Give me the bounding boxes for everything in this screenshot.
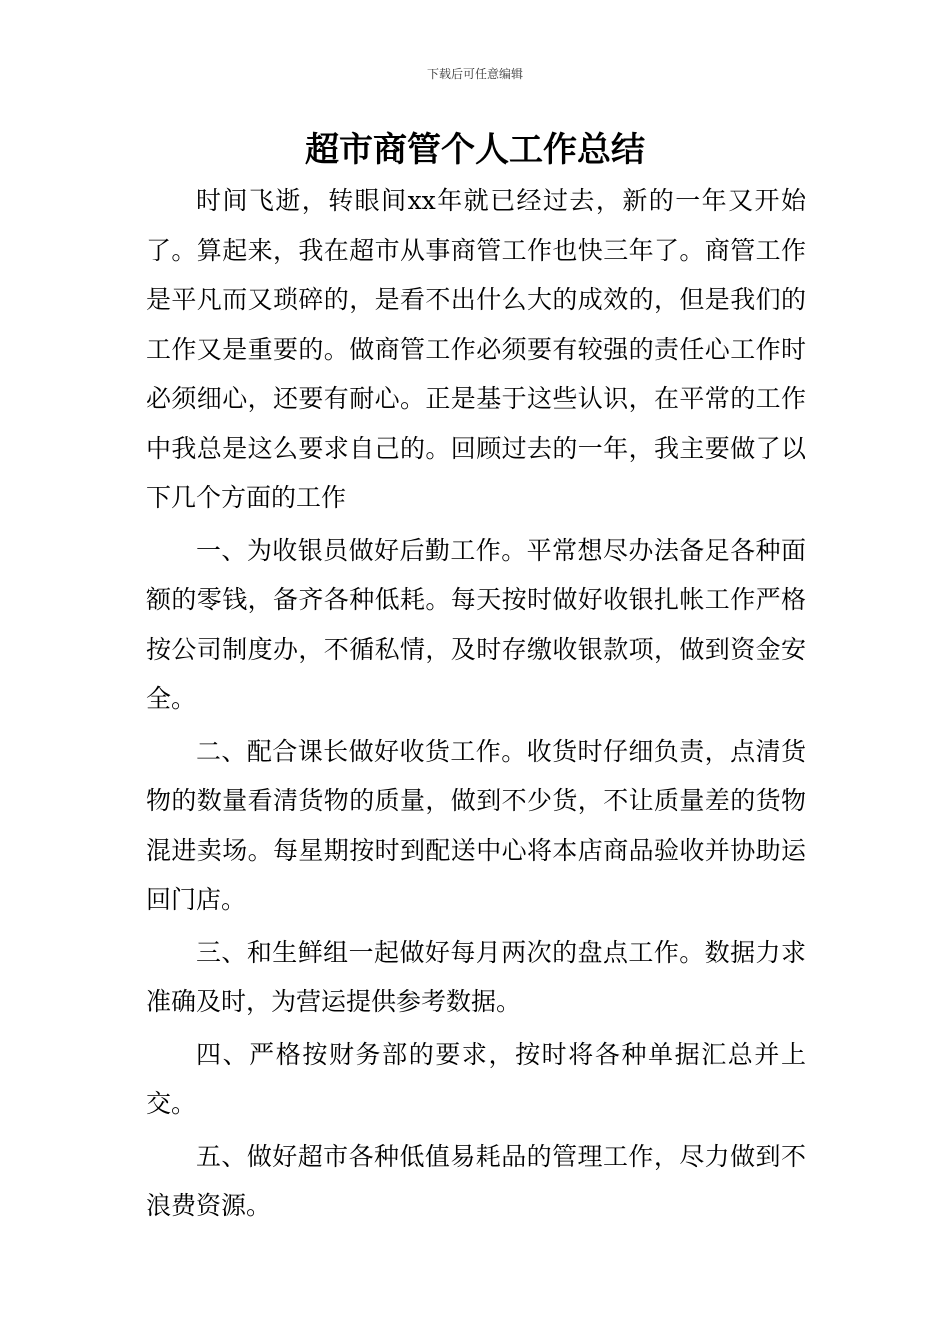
document-title: 超市商管个人工作总结 (305, 130, 645, 170)
paragraph-intro: 时间飞逝，转眼间xx年就已经过去，新的一年又开始了。算起来，我在超市从事商管工作也快三年了。商管工作是平凡而又琐碎的，是看不出什么大的成效的，但是我们的工作又是重要的。做商管工作必须要有较强的责任心工作时必须细心，还要有耐心。正是基于这些认识，在平常的工作中我总是这么要求自己的。回顾过去的一年，我主要做了以下几个方面的工作 (146, 186, 806, 512)
paragraph-item-4: 四、严格按财务部的要求，按时将各种单据汇总并上交。 (146, 1039, 806, 1118)
paragraph-item-5: 五、做好超市各种低值易耗品的管理工作，尽力做到不浪费资源。 (146, 1141, 806, 1220)
paragraph-item-3: 三、和生鲜组一起做好每月两次的盘点工作。数据力求准确及时，为营运提供参考数据。 (146, 937, 806, 1016)
header-note: 下载后可任意编辑 (426, 67, 523, 81)
paragraph-item-2: 二、配合课长做好收货工作。收货时仔细负责，点清货物的数量看清货物的质量，做到不少货，不让质量差的货物混进卖场。每星期按时到配送中心将本店商品验收并协助运回门店。 (146, 736, 806, 914)
document-body (146, 176, 806, 1231)
paragraph-item-1: 一、为收银员做好后勤工作。平常想尽办法备足各种面额的零钱，备齐各种低耗。每天按时做好收银扎帐工作严格按公司制度办，不循私情，及时存缴收银款项，做到资金安全。 (146, 535, 806, 713)
